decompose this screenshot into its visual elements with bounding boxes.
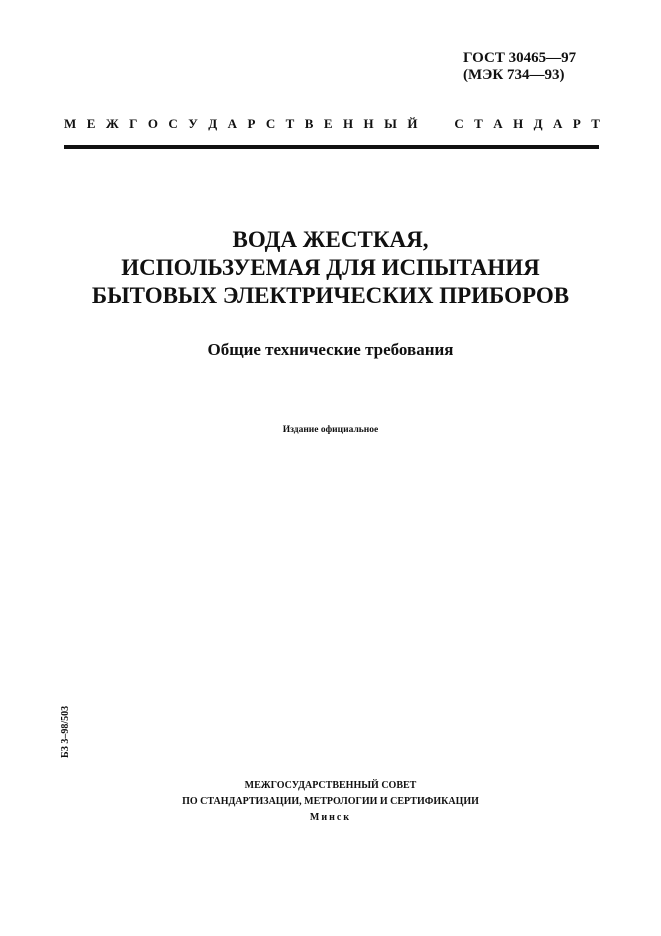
standard-type-letter: Н xyxy=(363,116,374,131)
publisher-line-2: ПО СТАНДАРТИЗАЦИИ, МЕТРОЛОГИИ И СЕРТИФИКАЦИИ xyxy=(182,796,479,807)
standard-type-letter: Р xyxy=(247,116,256,131)
word-gap xyxy=(428,116,444,132)
standard-type-letter: А xyxy=(227,116,237,131)
gost-number: ГОСТ 30465—97 xyxy=(463,50,577,66)
standard-type-letter: М xyxy=(64,116,77,131)
publisher-block xyxy=(0,778,661,826)
standard-type-letter: Д xyxy=(208,116,218,131)
standard-type-letter: Е xyxy=(323,116,333,131)
document-subtitle: Общие технические требования xyxy=(207,340,454,359)
standard-type-letter: Н xyxy=(342,116,354,131)
standard-type-letter: Е xyxy=(86,116,96,131)
standard-type-letter: У xyxy=(188,116,198,131)
title-line-1: ВОДА ЖЕСТКАЯ, xyxy=(232,227,429,252)
standard-type-letter: О xyxy=(147,116,158,131)
document-title xyxy=(0,226,661,310)
publisher-line-1: МЕЖГОСУДАРСТВЕННЫЙ СОВЕТ xyxy=(244,780,417,791)
standard-type-heading xyxy=(64,116,600,132)
standard-type-letter: Ы xyxy=(384,116,397,131)
standard-type-letter: В xyxy=(304,116,314,131)
iec-number: (МЭК 734—93) xyxy=(463,67,565,83)
standard-type-letter: С xyxy=(454,116,464,131)
standard-type-letter: Т xyxy=(285,116,295,131)
standard-type-letter: Т xyxy=(591,116,600,131)
header-divider xyxy=(64,145,599,149)
standard-type-letter: А xyxy=(553,116,563,131)
document-code xyxy=(463,50,576,84)
standard-type-letter: Д xyxy=(533,116,543,131)
title-line-2: ИСПОЛЬЗУЕМАЯ ДЛЯ ИСПЫТАНИЯ xyxy=(121,255,540,280)
standard-type-letter: Г xyxy=(129,116,138,131)
title-line-3: БЫТОВЫХ ЭЛЕКТРИЧЕСКИХ ПРИБОРОВ xyxy=(91,283,570,308)
standard-type-letter: Й xyxy=(407,116,418,131)
publisher-city: Минск xyxy=(309,812,352,823)
standard-type-letter: Р xyxy=(572,116,581,131)
standard-type-letter: Ж xyxy=(105,116,119,131)
edition-note: Издание официальное xyxy=(282,425,379,435)
standard-type-letter: С xyxy=(168,116,178,131)
standard-type-letter: Т xyxy=(474,116,483,131)
side-code: БЗ 3–98/503 xyxy=(60,705,71,758)
standard-type-letter: С xyxy=(265,116,276,131)
standard-type-letter: А xyxy=(493,116,503,131)
standard-type-letter: Н xyxy=(513,116,524,131)
